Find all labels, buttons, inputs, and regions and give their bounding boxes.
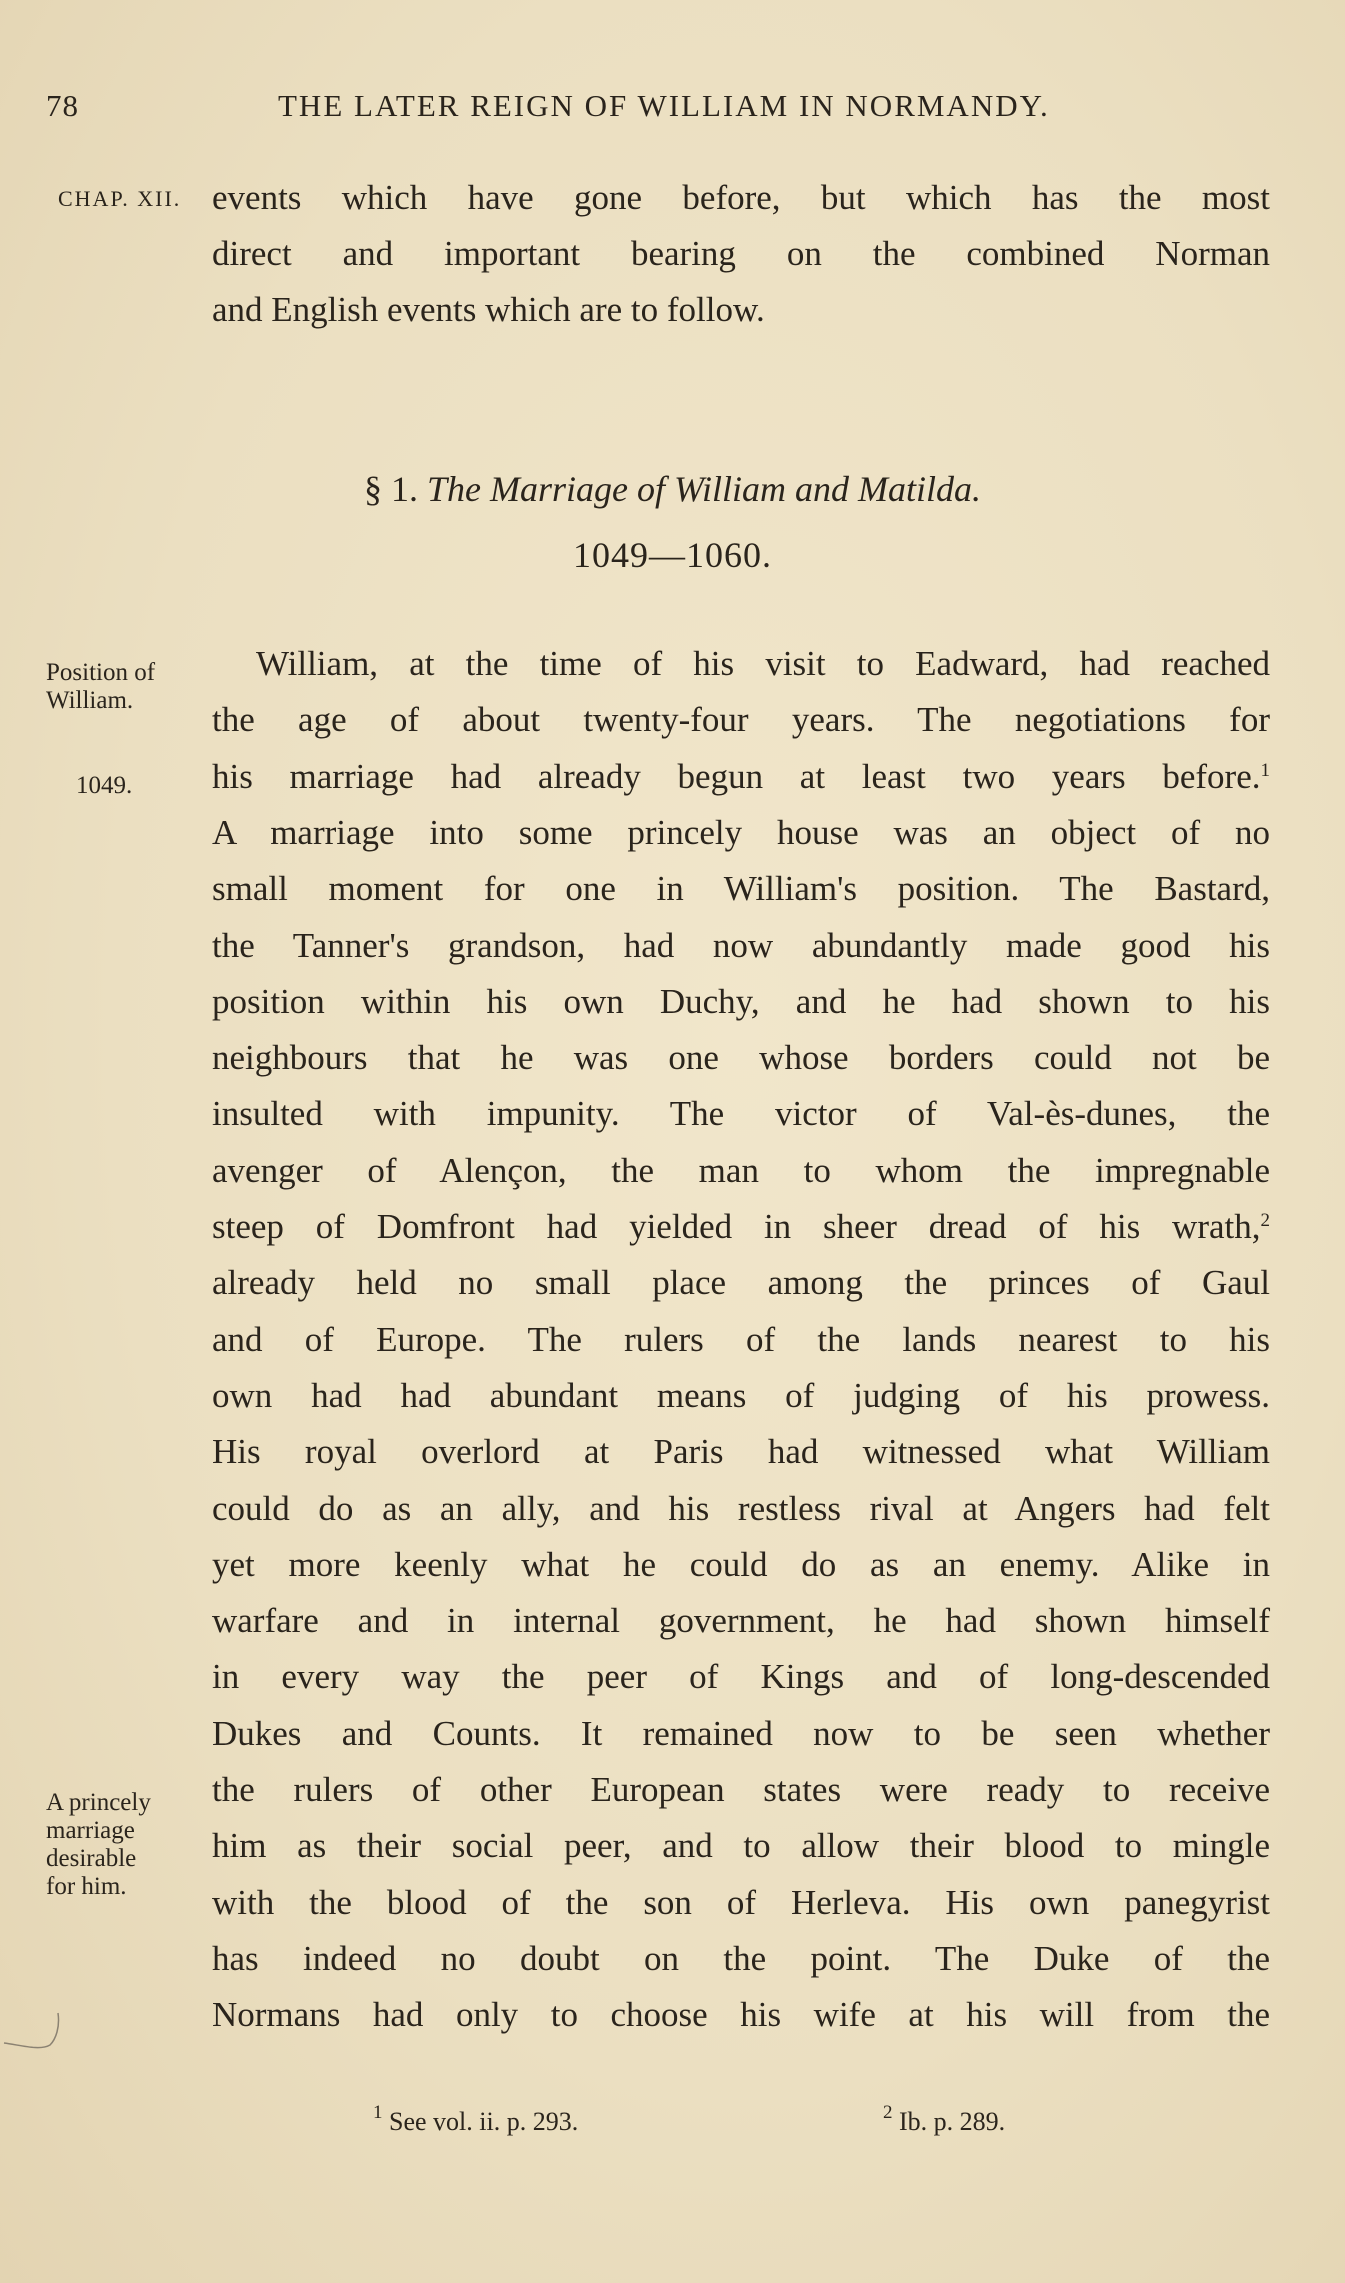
body-line <box>212 692 1270 748</box>
footnote-1 <box>373 2102 579 2137</box>
body-line <box>212 1706 1270 1762</box>
body-line-text: the age of about twenty-four years. The negotiations for <box>212 700 1270 739</box>
body-line-text: already held no small place among the princes of Gaul <box>212 1263 1270 1302</box>
body-line <box>212 1875 1270 1931</box>
body-line-text: his marriage had already begun at least two years before. <box>212 757 1261 796</box>
margin-note-line: William. <box>46 687 134 714</box>
footnote-marker: 2 <box>883 2102 893 2123</box>
body-line <box>212 636 1270 692</box>
body-line <box>212 1030 1270 1086</box>
body-line <box>212 1481 1270 1537</box>
margin-note-line: Position of <box>46 659 156 686</box>
body-line-text: yet more keenly what he could do as an enemy. Alike in <box>212 1545 1270 1584</box>
body-line-text: and of Europe. The rulers of the lands nearest to his <box>212 1320 1270 1359</box>
body-line-text: neighbours that he was one whose borders could not be <box>212 1038 1270 1077</box>
body-line-text: the Tanner's grandson, had now abundantly made good his <box>212 926 1270 965</box>
footnote-text: Ib. p. 289. <box>899 2107 1006 2136</box>
chapter-label: CHAP. XII. <box>58 186 182 211</box>
footnote-ref: 2 <box>1260 1210 1270 1231</box>
body-line <box>212 805 1270 861</box>
body-line <box>212 861 1270 917</box>
body-line <box>212 1537 1270 1593</box>
body-line <box>212 1199 1270 1255</box>
section-dates: 1049—1060. <box>573 535 772 575</box>
body-line-text: His royal overlord at Paris had witnessed what William <box>212 1432 1270 1471</box>
body-line-text: Dukes and Counts. It remained now to be seen whether <box>212 1714 1270 1753</box>
page-number: 78 <box>46 88 79 123</box>
body-line-text: William, at the time of his visit to Eadward, had reached <box>256 644 1270 683</box>
body-line-text: him as their social peer, and to allow their blood to mingle <box>212 1826 1270 1865</box>
body-line-text: warfare and in internal government, he had shown himself <box>212 1601 1270 1640</box>
body-line <box>212 974 1270 1030</box>
body-line <box>212 1593 1270 1649</box>
body-line <box>212 1312 1270 1368</box>
body-line-text: Normans had only to choose his wife at his will from the <box>212 1995 1270 2034</box>
body-line <box>212 1762 1270 1818</box>
margin-note-position-of-william <box>46 659 155 715</box>
margin-note-line: A princely <box>46 1789 151 1816</box>
margin-note-line: desirable <box>46 1845 137 1872</box>
body-line <box>212 1255 1270 1311</box>
footnote-ref: 1 <box>1260 760 1270 781</box>
body-line <box>212 1987 1270 2043</box>
body-line-text: A marriage into some princely house was an object of no <box>212 813 1270 852</box>
pencil-mark-icon <box>0 2005 90 2065</box>
body-line-text: could do as an ally, and his restless rival at Angers had felt <box>212 1489 1270 1528</box>
body-line <box>212 1818 1270 1874</box>
body-line-text: avenger of Alençon, the man to whom the impregnable <box>212 1151 1270 1190</box>
intro-line: direct and important bearing on the combined Norman <box>212 234 1270 273</box>
body-line <box>212 1931 1270 1987</box>
body-line <box>212 749 1270 805</box>
body-line-text: with the blood of the son of Herleva. His own panegyrist <box>212 1883 1270 1922</box>
margin-note-line: marriage <box>46 1817 135 1844</box>
body-line <box>212 1649 1270 1705</box>
running-header <box>46 88 1287 128</box>
intro-line: and English events which are to follow. <box>212 290 765 329</box>
margin-note-princely-marriage <box>46 1789 151 1901</box>
section-number: § 1. <box>364 469 418 509</box>
body-line-text: position within his own Duchy, and he had shown to his <box>212 982 1270 1021</box>
body-line <box>212 918 1270 974</box>
body-line <box>212 1143 1270 1199</box>
body-line-text: insulted with impunity. The victor of Val-ès-dunes, the <box>212 1094 1270 1133</box>
margin-note-year: 1049. <box>76 772 133 799</box>
body-line <box>212 1424 1270 1480</box>
body-line-text: own had had abundant means of judging of his prowess. <box>212 1376 1270 1415</box>
footnote-marker: 1 <box>373 2102 383 2123</box>
footnote-text: See vol. ii. p. 293. <box>389 2107 579 2136</box>
body-line <box>212 1086 1270 1142</box>
margin-note-line: for him. <box>46 1873 127 1900</box>
body-line-text: in every way the peer of Kings and of long-descended <box>212 1657 1270 1696</box>
section-title: The Marriage of William and Matilda. <box>427 469 981 509</box>
body-line-text: has indeed no doubt on the point. The Duke of the <box>212 1939 1270 1978</box>
body-line <box>212 1368 1270 1424</box>
intro-line: events which have gone before, but which has the most <box>212 178 1270 217</box>
body-line-text: small moment for one in William's position. The Bastard, <box>212 869 1270 908</box>
body-line-text: steep of Domfront had yielded in sheer dread of his wrath, <box>212 1207 1261 1246</box>
running-title: THE LATER REIGN OF WILLIAM IN NORMANDY. <box>278 88 1050 123</box>
section-heading <box>0 468 1345 510</box>
body-line-text: the rulers of other European states were ready to receive <box>212 1770 1270 1809</box>
footnote-2 <box>883 2102 1006 2137</box>
